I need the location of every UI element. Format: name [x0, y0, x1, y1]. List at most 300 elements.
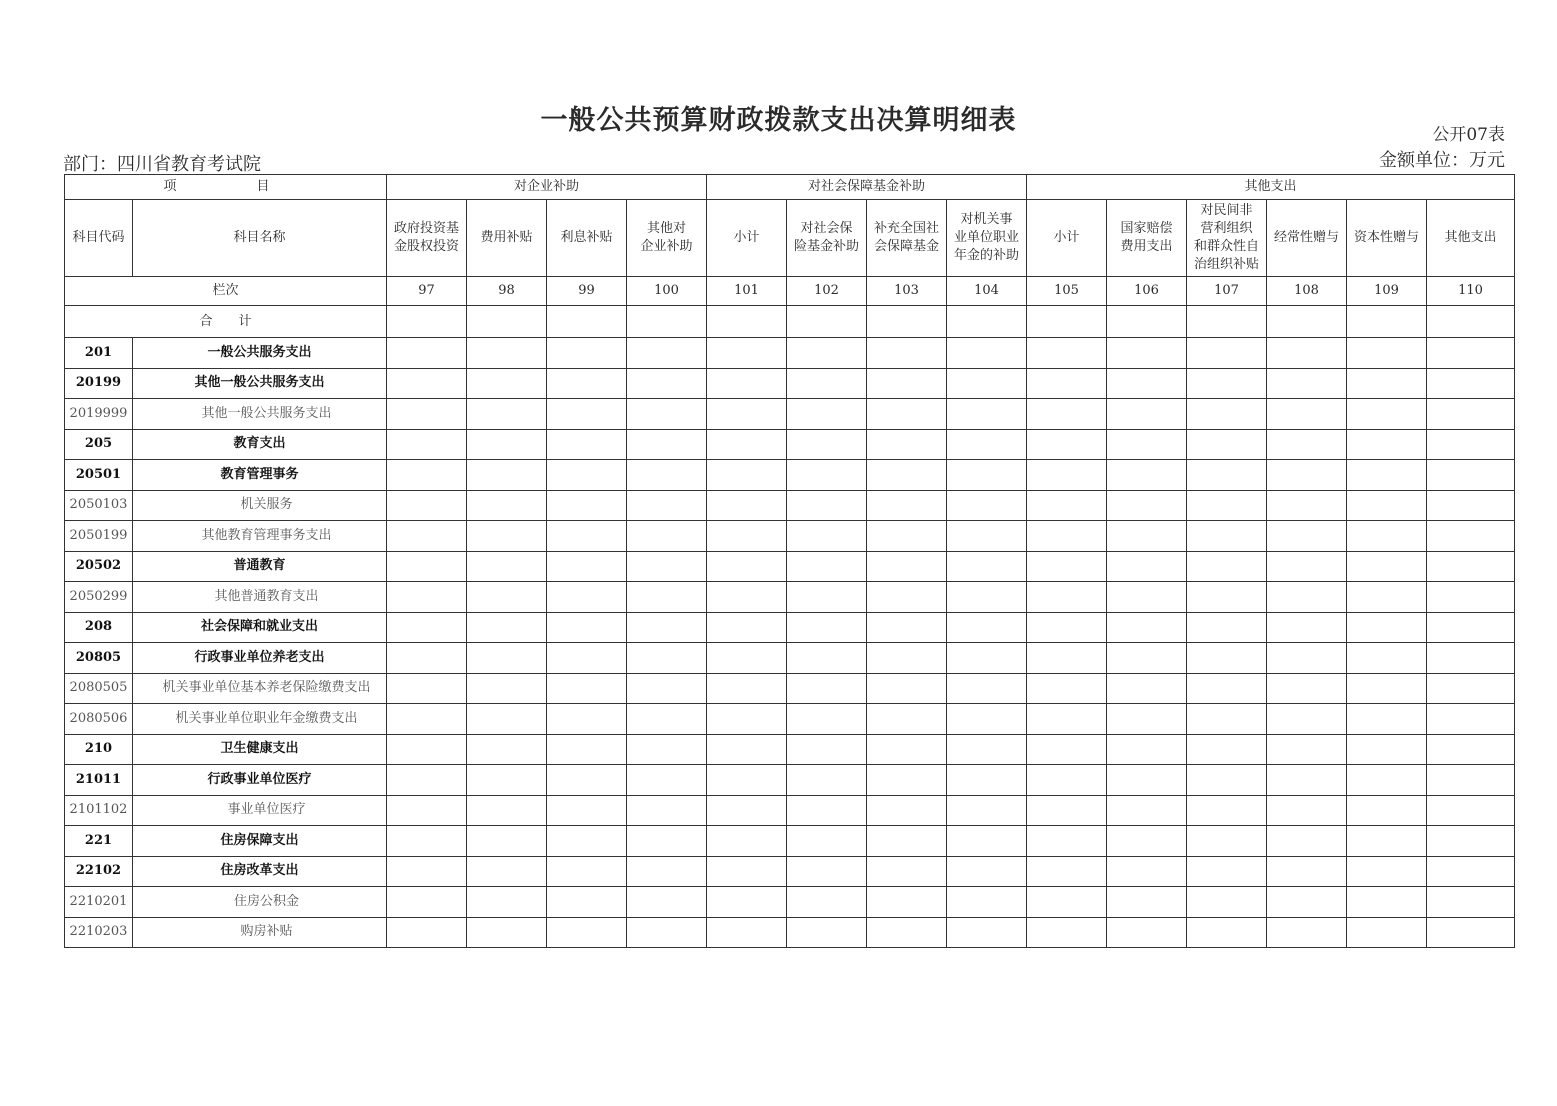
amount-cell: [947, 460, 1027, 491]
amount-cell: [1107, 917, 1187, 948]
table-row: [65, 734, 1515, 765]
amount-cell: [467, 612, 547, 643]
amount-cell: [547, 399, 627, 430]
total-cell: [707, 306, 787, 338]
amount-cell: [1027, 795, 1107, 826]
column-header-line: 对机关事: [960, 212, 1013, 227]
amount-cell: [867, 734, 947, 765]
amount-cell: [467, 368, 547, 399]
amount-cell: [867, 368, 947, 399]
amount-cell: [387, 582, 467, 613]
amount-cell: [1027, 460, 1107, 491]
amount-cell: [1107, 521, 1187, 552]
amount-cell: [1427, 734, 1515, 765]
amount-cell: [867, 460, 947, 491]
amount-cell: [1027, 551, 1107, 582]
subject-name: 购房补贴: [133, 917, 387, 948]
amount-cell: [387, 338, 467, 369]
subject-code: 2210203: [65, 917, 133, 948]
amount-cell: [787, 490, 867, 521]
amount-cell: [1427, 551, 1515, 582]
amount-cell: [1187, 490, 1267, 521]
amount-cell: [1027, 582, 1107, 613]
column-number: 99: [547, 277, 627, 306]
column-header-line: 小计: [1053, 230, 1080, 245]
amount-cell: [1027, 704, 1107, 735]
column-header-103: [867, 200, 947, 277]
column-header-line: 对社会保: [800, 221, 853, 236]
code-column-header: 科目代码: [65, 200, 133, 277]
amount-cell: [627, 368, 707, 399]
amount-cell: [1347, 551, 1427, 582]
amount-cell: [387, 643, 467, 674]
column-header-104: [947, 200, 1027, 277]
amount-cell: [947, 490, 1027, 521]
amount-cell: [1427, 826, 1515, 857]
subject-code: 22102: [65, 856, 133, 887]
subject-code: 2080506: [65, 704, 133, 735]
amount-cell: [707, 887, 787, 918]
amount-cell: [1427, 460, 1515, 491]
amount-cell: [1187, 704, 1267, 735]
column-header-line: 利息补贴: [560, 230, 613, 245]
amount-cell: [787, 643, 867, 674]
table-row: [65, 582, 1515, 613]
amount-cell: [947, 368, 1027, 399]
amount-cell: [1027, 643, 1107, 674]
amount-cell: [1267, 551, 1347, 582]
amount-cell: [387, 795, 467, 826]
subject-code: 21011: [65, 765, 133, 796]
column-number: 103: [867, 277, 947, 306]
amount-cell: [547, 734, 627, 765]
amount-cell: [707, 399, 787, 430]
amount-cell: [787, 460, 867, 491]
project-header: 项 目: [65, 175, 387, 200]
amount-cell: [627, 856, 707, 887]
amount-cell: [1027, 856, 1107, 887]
group-header-social-security: 对社会保障基金补助: [707, 175, 1027, 200]
column-header-97: [387, 200, 467, 277]
column-header-line: 营利组织: [1200, 221, 1253, 236]
amount-cell: [387, 673, 467, 704]
table-row: [65, 460, 1515, 491]
amount-cell: [1187, 551, 1267, 582]
table-row: [65, 490, 1515, 521]
amount-cell: [467, 734, 547, 765]
amount-cell: [1347, 612, 1427, 643]
amount-cell: [387, 551, 467, 582]
amount-cell: [867, 399, 947, 430]
column-header-line: 年金的补助: [954, 248, 1020, 263]
amount-cell: [1187, 582, 1267, 613]
subject-code: 20199: [65, 368, 133, 399]
subject-name: 卫生健康支出: [133, 734, 387, 765]
amount-cell: [1347, 460, 1427, 491]
amount-cell: [387, 826, 467, 857]
subject-name: 教育管理事务: [133, 460, 387, 491]
amount-cell: [1427, 643, 1515, 674]
amount-cell: [1427, 704, 1515, 735]
amount-cell: [1187, 399, 1267, 430]
amount-cell: [1107, 826, 1187, 857]
amount-cell: [627, 460, 707, 491]
amount-cell: [867, 704, 947, 735]
column-header-line: 企业补助: [640, 239, 693, 254]
amount-cell: [947, 521, 1027, 552]
subject-name: 行政事业单位医疗: [133, 765, 387, 796]
amount-cell: [627, 765, 707, 796]
amount-cell: [787, 429, 867, 460]
amount-cell: [1267, 582, 1347, 613]
amount-cell: [787, 826, 867, 857]
table-row: [65, 521, 1515, 552]
amount-cell: [627, 643, 707, 674]
subject-code: 20501: [65, 460, 133, 491]
amount-cell: [1347, 673, 1427, 704]
subject-code: 210: [65, 734, 133, 765]
amount-cell: [867, 551, 947, 582]
amount-cell: [1347, 704, 1427, 735]
page-title: 一般公共预算财政拨款支出决算明细表: [540, 105, 1017, 136]
column-header-108: [1267, 200, 1347, 277]
amount-cell: [1027, 673, 1107, 704]
amount-cell: [787, 612, 867, 643]
amount-cell: [1347, 368, 1427, 399]
amount-cell: [787, 368, 867, 399]
amount-cell: [1267, 612, 1347, 643]
total-cell: [1027, 306, 1107, 338]
amount-cell: [787, 521, 867, 552]
column-number: 97: [387, 277, 467, 306]
column-header-line: 补充全国社: [874, 221, 940, 236]
amount-cell: [867, 673, 947, 704]
amount-cell: [1107, 551, 1187, 582]
amount-cell: [627, 582, 707, 613]
subject-name: 普通教育: [133, 551, 387, 582]
amount-cell: [547, 643, 627, 674]
amount-cell: [707, 826, 787, 857]
amount-cell: [467, 917, 547, 948]
amount-cell: [1107, 612, 1187, 643]
form-number: 公开07表: [1432, 125, 1505, 145]
amount-cell: [1187, 429, 1267, 460]
amount-cell: [627, 521, 707, 552]
amount-cell: [387, 765, 467, 796]
amount-cell: [1027, 399, 1107, 430]
amount-cell: [867, 917, 947, 948]
name-column-header: 科目名称: [133, 200, 387, 277]
amount-cell: [547, 704, 627, 735]
subject-code: 2210201: [65, 887, 133, 918]
amount-cell: [387, 856, 467, 887]
subject-name: 机关服务: [133, 490, 387, 521]
amount-cell: [1267, 856, 1347, 887]
column-header-line: 业单位职业: [954, 230, 1020, 245]
table-row: [65, 856, 1515, 887]
table-row: [65, 338, 1515, 369]
amount-cell: [1107, 399, 1187, 430]
amount-cell: [1427, 917, 1515, 948]
amount-cell: [947, 399, 1027, 430]
amount-cell: [467, 582, 547, 613]
department-label: 部门：四川省教育考试院: [63, 154, 261, 175]
amount-cell: [947, 338, 1027, 369]
amount-cell: [1347, 887, 1427, 918]
subject-name: 住房改革支出: [133, 856, 387, 887]
column-header-line: 经常性赠与: [1274, 230, 1340, 245]
subject-name: 其他教育管理事务支出: [133, 521, 387, 552]
amount-cell: [467, 856, 547, 887]
subject-name: 事业单位医疗: [133, 795, 387, 826]
amount-cell: [547, 521, 627, 552]
total-cell: [867, 306, 947, 338]
amount-cell: [1427, 338, 1515, 369]
subject-code: 2101102: [65, 795, 133, 826]
amount-cell: [1187, 917, 1267, 948]
subject-code: 2050299: [65, 582, 133, 613]
amount-cell: [1267, 734, 1347, 765]
amount-cell: [1347, 521, 1427, 552]
amount-cell: [707, 368, 787, 399]
column-number: 105: [1027, 277, 1107, 306]
subject-code: 20805: [65, 643, 133, 674]
amount-cell: [627, 551, 707, 582]
amount-cell: [1267, 917, 1347, 948]
column-header-line: 政府投资基: [394, 221, 460, 236]
subject-name: 其他一般公共服务支出: [133, 399, 387, 430]
amount-cell: [1267, 795, 1347, 826]
amount-cell: [1027, 490, 1107, 521]
amount-cell: [547, 765, 627, 796]
amount-cell: [1427, 612, 1515, 643]
amount-cell: [707, 460, 787, 491]
amount-cell: [1347, 643, 1427, 674]
amount-cell: [467, 673, 547, 704]
amount-cell: [547, 368, 627, 399]
amount-cell: [1427, 490, 1515, 521]
amount-cell: [1187, 612, 1267, 643]
amount-cell: [1187, 521, 1267, 552]
amount-cell: [707, 429, 787, 460]
amount-cell: [627, 612, 707, 643]
amount-cell: [1107, 734, 1187, 765]
amount-cell: [1427, 856, 1515, 887]
subject-code: 20502: [65, 551, 133, 582]
table-row: [65, 887, 1515, 918]
column-header-106: [1107, 200, 1187, 277]
amount-cell: [867, 490, 947, 521]
group-header-other: 其他支出: [1027, 175, 1515, 200]
amount-cell: [1427, 399, 1515, 430]
column-header-102: [787, 200, 867, 277]
amount-cell: [1267, 460, 1347, 491]
total-cell: [1187, 306, 1267, 338]
amount-cell: [1267, 490, 1347, 521]
amount-cell: [627, 338, 707, 369]
total-cell: [627, 306, 707, 338]
column-header-101: [707, 200, 787, 277]
amount-cell: [1427, 765, 1515, 796]
expenditure-table: [64, 174, 1515, 948]
amount-cell: [947, 917, 1027, 948]
subject-code: 221: [65, 826, 133, 857]
amount-cell: [1427, 368, 1515, 399]
amount-cell: [547, 582, 627, 613]
amount-cell: [1107, 795, 1187, 826]
amount-cell: [707, 551, 787, 582]
amount-cell: [467, 795, 547, 826]
column-header-line: 和群众性自: [1194, 239, 1260, 254]
amount-cell: [547, 338, 627, 369]
amount-cell: [1347, 734, 1427, 765]
amount-cell: [1267, 368, 1347, 399]
column-number: 106: [1107, 277, 1187, 306]
amount-cell: [1187, 338, 1267, 369]
amount-cell: [1107, 460, 1187, 491]
amount-cell: [947, 856, 1027, 887]
amount-cell: [947, 612, 1027, 643]
amount-cell: [467, 826, 547, 857]
table-row: [65, 826, 1515, 857]
table-row: [65, 399, 1515, 430]
amount-cell: [1187, 826, 1267, 857]
amount-cell: [867, 582, 947, 613]
amount-cell: [387, 429, 467, 460]
table-row: [65, 368, 1515, 399]
amount-cell: [787, 795, 867, 826]
amount-cell: [867, 765, 947, 796]
amount-cell: [707, 521, 787, 552]
column-header-line: 会保障基金: [874, 239, 940, 254]
amount-cell: [1107, 856, 1187, 887]
amount-cell: [707, 917, 787, 948]
table-row: [65, 917, 1515, 948]
amount-cell: [787, 704, 867, 735]
amount-cell: [947, 551, 1027, 582]
amount-cell: [547, 795, 627, 826]
amount-cell: [1027, 429, 1107, 460]
amount-cell: [707, 765, 787, 796]
amount-cell: [1267, 521, 1347, 552]
table-row: [65, 429, 1515, 460]
amount-cell: [627, 704, 707, 735]
amount-cell: [627, 673, 707, 704]
amount-cell: [1267, 338, 1347, 369]
amount-cell: [1187, 795, 1267, 826]
column-header-105: [1027, 200, 1107, 277]
total-cell: [1347, 306, 1427, 338]
amount-cell: [1347, 429, 1427, 460]
column-number: 101: [707, 277, 787, 306]
amount-cell: [867, 612, 947, 643]
amount-cell: [1347, 582, 1427, 613]
subject-name: 其他普通教育支出: [133, 582, 387, 613]
amount-cell: [947, 582, 1027, 613]
amount-cell: [867, 338, 947, 369]
subject-name: 一般公共服务支出: [133, 338, 387, 369]
column-header-98: [467, 200, 547, 277]
amount-cell: [1427, 887, 1515, 918]
column-header-107: [1187, 200, 1267, 277]
amount-cell: [947, 795, 1027, 826]
amount-cell: [1107, 673, 1187, 704]
amount-cell: [947, 704, 1027, 735]
amount-cell: [707, 643, 787, 674]
amount-cell: [387, 704, 467, 735]
amount-cell: [627, 429, 707, 460]
subject-code: 2080505: [65, 673, 133, 704]
amount-cell: [627, 490, 707, 521]
amount-cell: [1187, 887, 1267, 918]
amount-cell: [627, 734, 707, 765]
amount-cell: [467, 399, 547, 430]
column-header-99: [547, 200, 627, 277]
amount-cell: [467, 765, 547, 796]
amount-cell: [467, 429, 547, 460]
amount-unit: 金额单位：万元: [1379, 150, 1505, 171]
amount-cell: [547, 612, 627, 643]
column-number: 109: [1347, 277, 1427, 306]
amount-cell: [1027, 917, 1107, 948]
amount-cell: [1187, 643, 1267, 674]
amount-cell: [1107, 582, 1187, 613]
amount-cell: [947, 887, 1027, 918]
amount-cell: [387, 521, 467, 552]
column-header-line: 小计: [733, 230, 760, 245]
amount-cell: [387, 734, 467, 765]
amount-cell: [467, 460, 547, 491]
amount-cell: [947, 826, 1027, 857]
amount-cell: [547, 551, 627, 582]
amount-cell: [787, 856, 867, 887]
amount-cell: [707, 612, 787, 643]
amount-cell: [867, 795, 947, 826]
amount-cell: [787, 673, 867, 704]
total-cell: [787, 306, 867, 338]
table-row: [65, 765, 1515, 796]
amount-cell: [1027, 765, 1107, 796]
column-number: 104: [947, 277, 1027, 306]
column-header-line: 险基金补助: [794, 239, 860, 254]
amount-cell: [1267, 887, 1347, 918]
amount-cell: [1187, 673, 1267, 704]
amount-cell: [1347, 338, 1427, 369]
subject-name: 社会保障和就业支出: [133, 612, 387, 643]
subject-name: 教育支出: [133, 429, 387, 460]
column-header-line: 费用补贴: [480, 230, 533, 245]
amount-cell: [1107, 643, 1187, 674]
amount-cell: [1267, 826, 1347, 857]
amount-cell: [1187, 460, 1267, 491]
amount-cell: [467, 887, 547, 918]
amount-cell: [1107, 338, 1187, 369]
amount-cell: [787, 917, 867, 948]
amount-cell: [547, 856, 627, 887]
amount-cell: [787, 887, 867, 918]
amount-cell: [1347, 856, 1427, 887]
total-cell: [387, 306, 467, 338]
amount-cell: [867, 429, 947, 460]
amount-cell: [627, 399, 707, 430]
subject-code: 2050103: [65, 490, 133, 521]
amount-cell: [627, 887, 707, 918]
column-header-100: [627, 200, 707, 277]
amount-cell: [387, 490, 467, 521]
amount-cell: [467, 490, 547, 521]
amount-cell: [627, 795, 707, 826]
amount-cell: [1347, 490, 1427, 521]
